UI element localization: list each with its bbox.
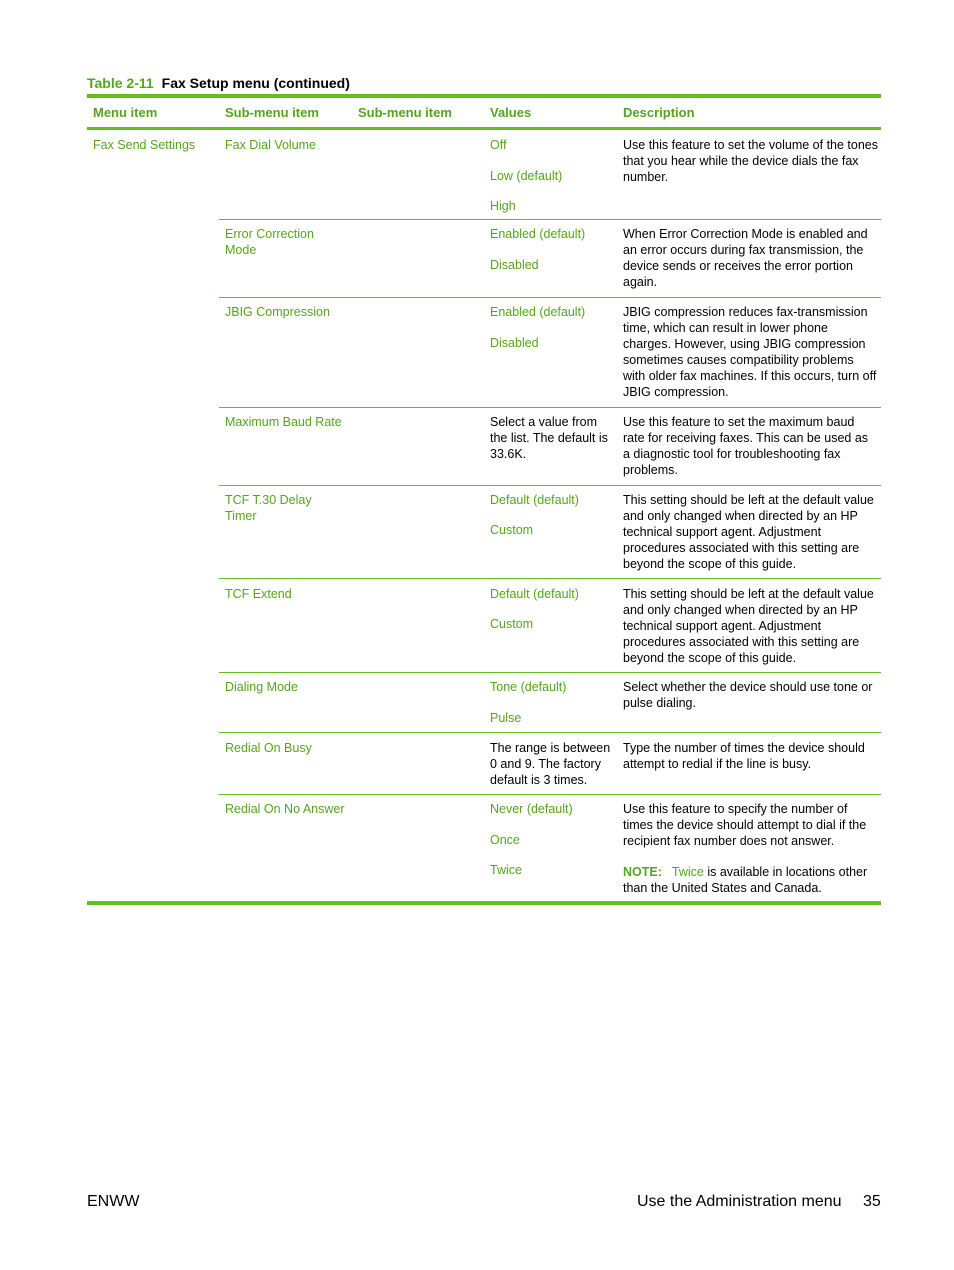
sub-redial-on-no-answer[interactable]: Redial On No Answer [225,802,345,816]
desc-tcf-t30-delay-timer: This setting should be left at the default value and only changed when directed by an HP technical support agent. Adjustment procedures associated with this setting are beyond the scope of this guide. [623,493,874,571]
header-menu-item: Menu item [93,105,158,120]
value-text-redial-on-busy: The range is between 0 and 9. The factory default is 3 times. [490,741,611,787]
sub-redial-on-busy[interactable]: Redial On Busy [225,741,312,755]
desc-dialing-mode: Select whether the device should use tone or pulse dialing. [623,680,873,710]
row-divider [219,219,881,220]
table-number: Table 2-11 [87,75,154,91]
header-rule [87,127,881,130]
value-custom[interactable]: Custom [490,523,534,537]
sub-maximum-baud-rate[interactable]: Maximum Baud Rate [225,415,342,429]
value-disabled[interactable]: Disabled [490,336,539,350]
desc-jbig-compression: JBIG compression reduces fax-transmission time, which can result in lower phone charges. However, using JBIG compression sometimes causes compatibility problems with older fax machines. If this occurs, turn off JBIG compression. [623,305,877,399]
footer-left: ENWW [87,1193,140,1210]
header-values: Values [490,105,532,120]
value-enabled-default[interactable]: Enabled (default) [490,305,586,319]
value-default-default[interactable]: Default (default) [490,493,579,507]
value-text-baud-rate: Select a value from the list. The default is 33.6K. [490,415,608,461]
row-divider [219,732,881,733]
value-pulse[interactable]: Pulse [490,711,522,725]
footer-section-title: Use the Administration menu [637,1193,842,1210]
desc-error-correction-mode: When Error Correction Mode is enabled and an error occurs during fax transmission, the device sends or receives the error portion again. [623,227,868,289]
note-value-twice[interactable]: Twice [671,865,704,879]
value-once[interactable]: Once [490,833,520,847]
row-divider [219,794,881,795]
value-tone-default[interactable]: Tone (default) [490,680,567,694]
menu-item-fax-send-settings[interactable]: Fax Send Settings [93,138,196,152]
desc-redial-on-busy: Type the number of times the device should attempt to redial if the line is busy. [623,741,865,771]
value-twice[interactable]: Twice [490,863,522,877]
value-high[interactable]: High [490,199,516,213]
sub-dialing-mode[interactable]: Dialing Mode [225,680,298,694]
header-description: Description [623,105,695,120]
value-never-default[interactable]: Never (default) [490,802,573,816]
desc-fax-dial-volume: Use this feature to set the volume of the tones that you hear while the device dials the fax number. [623,138,879,184]
row-divider [219,672,881,673]
note-label: NOTE: [623,865,662,879]
value-custom[interactable]: Custom [490,617,534,631]
note-text: is available in locations other [703,865,868,879]
row-divider [219,407,881,408]
row-divider [219,485,881,486]
desc-tcf-extend: This setting should be left at the default value and only changed when directed by an HP technical support agent. Adjustment procedures associated with this setting are beyond the scope of this guide. [623,587,874,665]
footer-page-number: 35 [863,1193,881,1210]
row-divider [219,297,881,298]
value-enabled-default[interactable]: Enabled (default) [490,227,586,241]
sub-jbig-compression[interactable]: JBIG Compression [225,305,330,319]
row-divider [219,578,881,579]
table-bottom-rule [87,901,881,905]
sub-tcf-extend[interactable]: TCF Extend [225,587,292,601]
value-low-default[interactable]: Low (default) [490,169,563,183]
sub-fax-dial-volume[interactable]: Fax Dial Volume [225,138,317,152]
value-default-default[interactable]: Default (default) [490,587,579,601]
header-sub-menu-item-1: Sub-menu item [225,105,319,120]
note-block [623,864,867,896]
value-disabled[interactable]: Disabled [490,258,539,272]
table-title: Fax Setup menu (continued) [161,75,350,91]
table-caption [87,75,350,91]
desc-redial-on-no-answer: Use this feature to specify the number of times the device should attempt to dial if the recipient fax number does not answer. [623,802,867,848]
desc-maximum-baud-rate: Use this feature to set the maximum baud rate for receiving faxes. This can be used as a diagnostic tool for troubleshooting fax problems. [623,415,869,477]
sub-tcf-t30-delay-timer[interactable]: TCF T.30 Delay Timer [225,493,312,523]
table-top-rule [87,94,881,98]
note-text-line2: than the United States and Canada. [623,881,822,895]
header-sub-menu-item-2: Sub-menu item [358,105,452,120]
sub-error-correction-mode[interactable]: Error Correction Mode [225,227,314,257]
value-off[interactable]: Off [490,138,507,152]
